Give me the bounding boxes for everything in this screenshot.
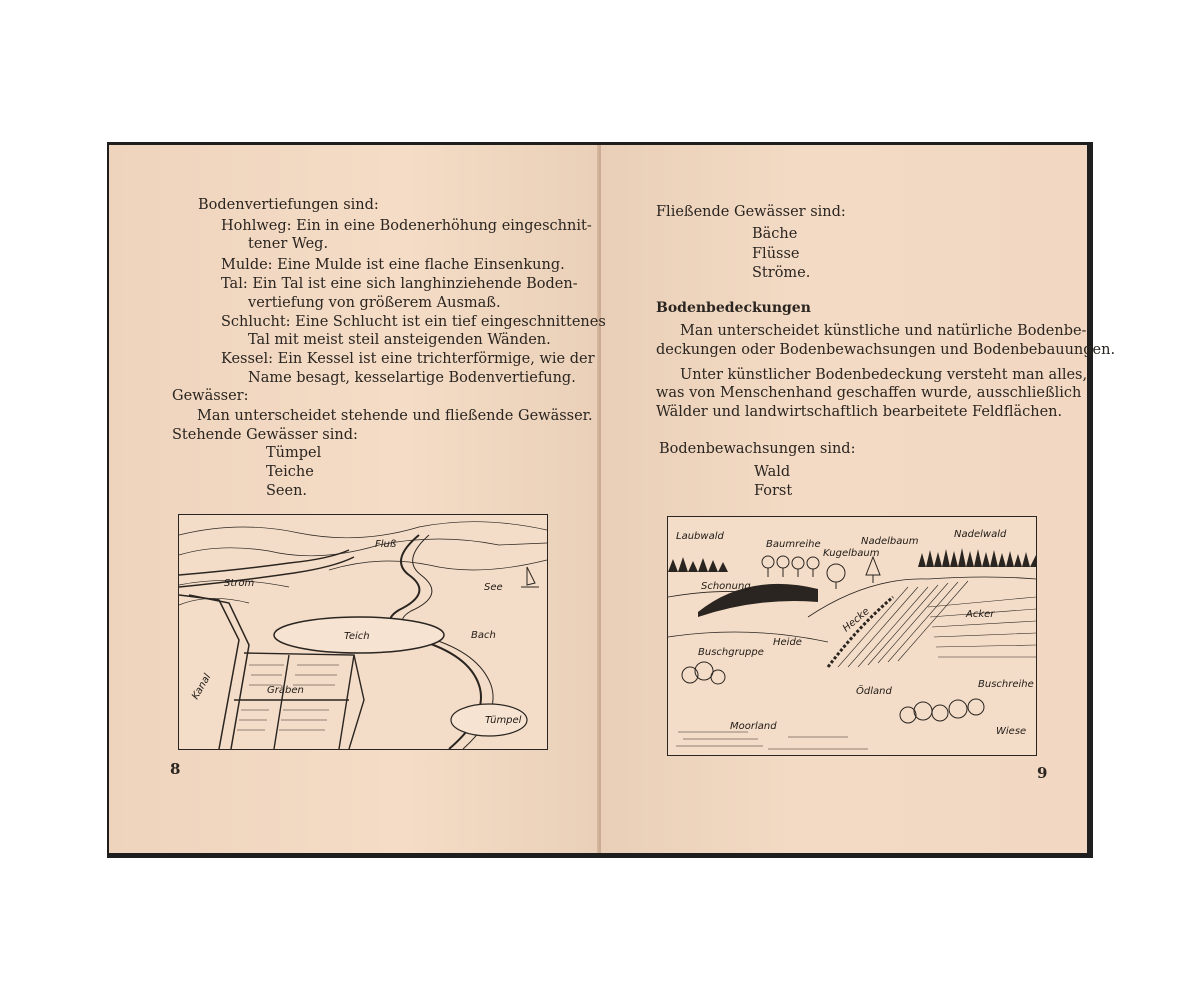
item-schlucht-line1: Schlucht: Eine Schlucht ist ein tief eingeschnittenes: [221, 314, 606, 330]
label-conifer-forest: Nadelwald: [954, 529, 1007, 540]
label-ditches: Gräben: [267, 685, 304, 696]
item-kessel-line2: Name besagt, kesselartige Bodenvertiefung.: [248, 370, 576, 386]
label-wasteland: Ödland: [856, 686, 892, 697]
growth-item: Forst: [754, 483, 793, 499]
item-schlucht-line2: Tal mit meist steil ansteigenden Wänden.: [248, 332, 551, 348]
waters-illustration: [178, 514, 548, 750]
growth-item: Wald: [754, 464, 791, 480]
standing-item: Tümpel: [266, 445, 322, 461]
standing-waters-heading: Stehende Gewässer sind:: [172, 427, 358, 443]
label-canal: Kanal: [190, 672, 214, 702]
item-kessel-line1: Kessel: Ein Kessel ist eine trichterförmige, wie der: [221, 351, 595, 367]
para1-line2: deckungen oder Bodenbewachsungen und Bodenbebauungen.: [656, 342, 1116, 358]
depressions-heading: Bodenvertiefungen sind:: [198, 197, 379, 213]
label-river: Fluß: [375, 539, 397, 550]
item-hohlweg-line2: tener Weg.: [248, 236, 329, 252]
label-heath: Heide: [773, 637, 802, 648]
para1-line1: Man unterscheidet künstliche und natürliche Bodenbe-: [680, 323, 1087, 339]
label-lake: See: [484, 582, 503, 593]
label-bush-row: Buschreihe: [978, 679, 1034, 690]
waters-intro: Man unterscheidet stehende und fließende Gewässer.: [197, 408, 593, 424]
item-hohlweg-line1: Hohlweg: Ein in eine Bodenerhöhung eingeschnit-: [221, 218, 592, 234]
label-hedge: Hecke: [840, 605, 872, 635]
flowing-waters-heading: Fließende Gewässer sind:: [656, 204, 846, 220]
label-pond: Teich: [344, 631, 370, 642]
growth-heading: Bodenbewachsungen sind:: [659, 441, 856, 457]
waters-heading: Gewässer:: [172, 388, 249, 404]
standing-item: Seen.: [266, 483, 308, 499]
label-meadow: Wiese: [996, 726, 1027, 737]
flowing-item: Bäche: [752, 226, 798, 242]
item-mulde-line1: Mulde: Eine Mulde ist eine flache Einsenkung.: [221, 257, 565, 273]
label-bush-group: Buschgruppe: [698, 647, 764, 658]
para2-line1: Unter künstlicher Bodenbedeckung versteht man alles,: [680, 367, 1088, 383]
label-puddle: Tümpel: [485, 715, 522, 726]
land-cover-illustration: [667, 516, 1037, 756]
item-tal-line1: Tal: Ein Tal ist eine sich langhinziehende Boden-: [221, 276, 578, 292]
standing-item: Teiche: [266, 464, 314, 480]
label-moorland: Moorland: [730, 721, 777, 732]
page-number-right: 9: [1037, 764, 1048, 782]
flowing-item: Ströme.: [752, 265, 811, 281]
label-deciduous-forest: Laubwald: [676, 531, 724, 542]
label-stream: Strom: [224, 578, 255, 589]
label-tree-row: Baumreihe: [766, 539, 821, 550]
label-conifer: Nadelbaum: [861, 536, 919, 547]
label-plantation: Schonung: [701, 581, 751, 592]
section-title: Bodenbedeckungen: [656, 300, 811, 316]
label-field: Acker: [966, 609, 995, 620]
page-number-left: 8: [170, 760, 181, 778]
label-brook: Bach: [471, 630, 496, 641]
para2-line3: Wälder und landwirtschaftlich bearbeitete Feldflächen.: [656, 404, 1063, 420]
item-tal-line2: vertiefung von größerem Ausmaß.: [248, 295, 501, 311]
flowing-item: Flüsse: [752, 246, 800, 262]
label-ball-tree: Kugelbaum: [823, 548, 880, 559]
para2-line2: was von Menschenhand geschaffen wurde, ausschließlich: [656, 385, 1082, 401]
